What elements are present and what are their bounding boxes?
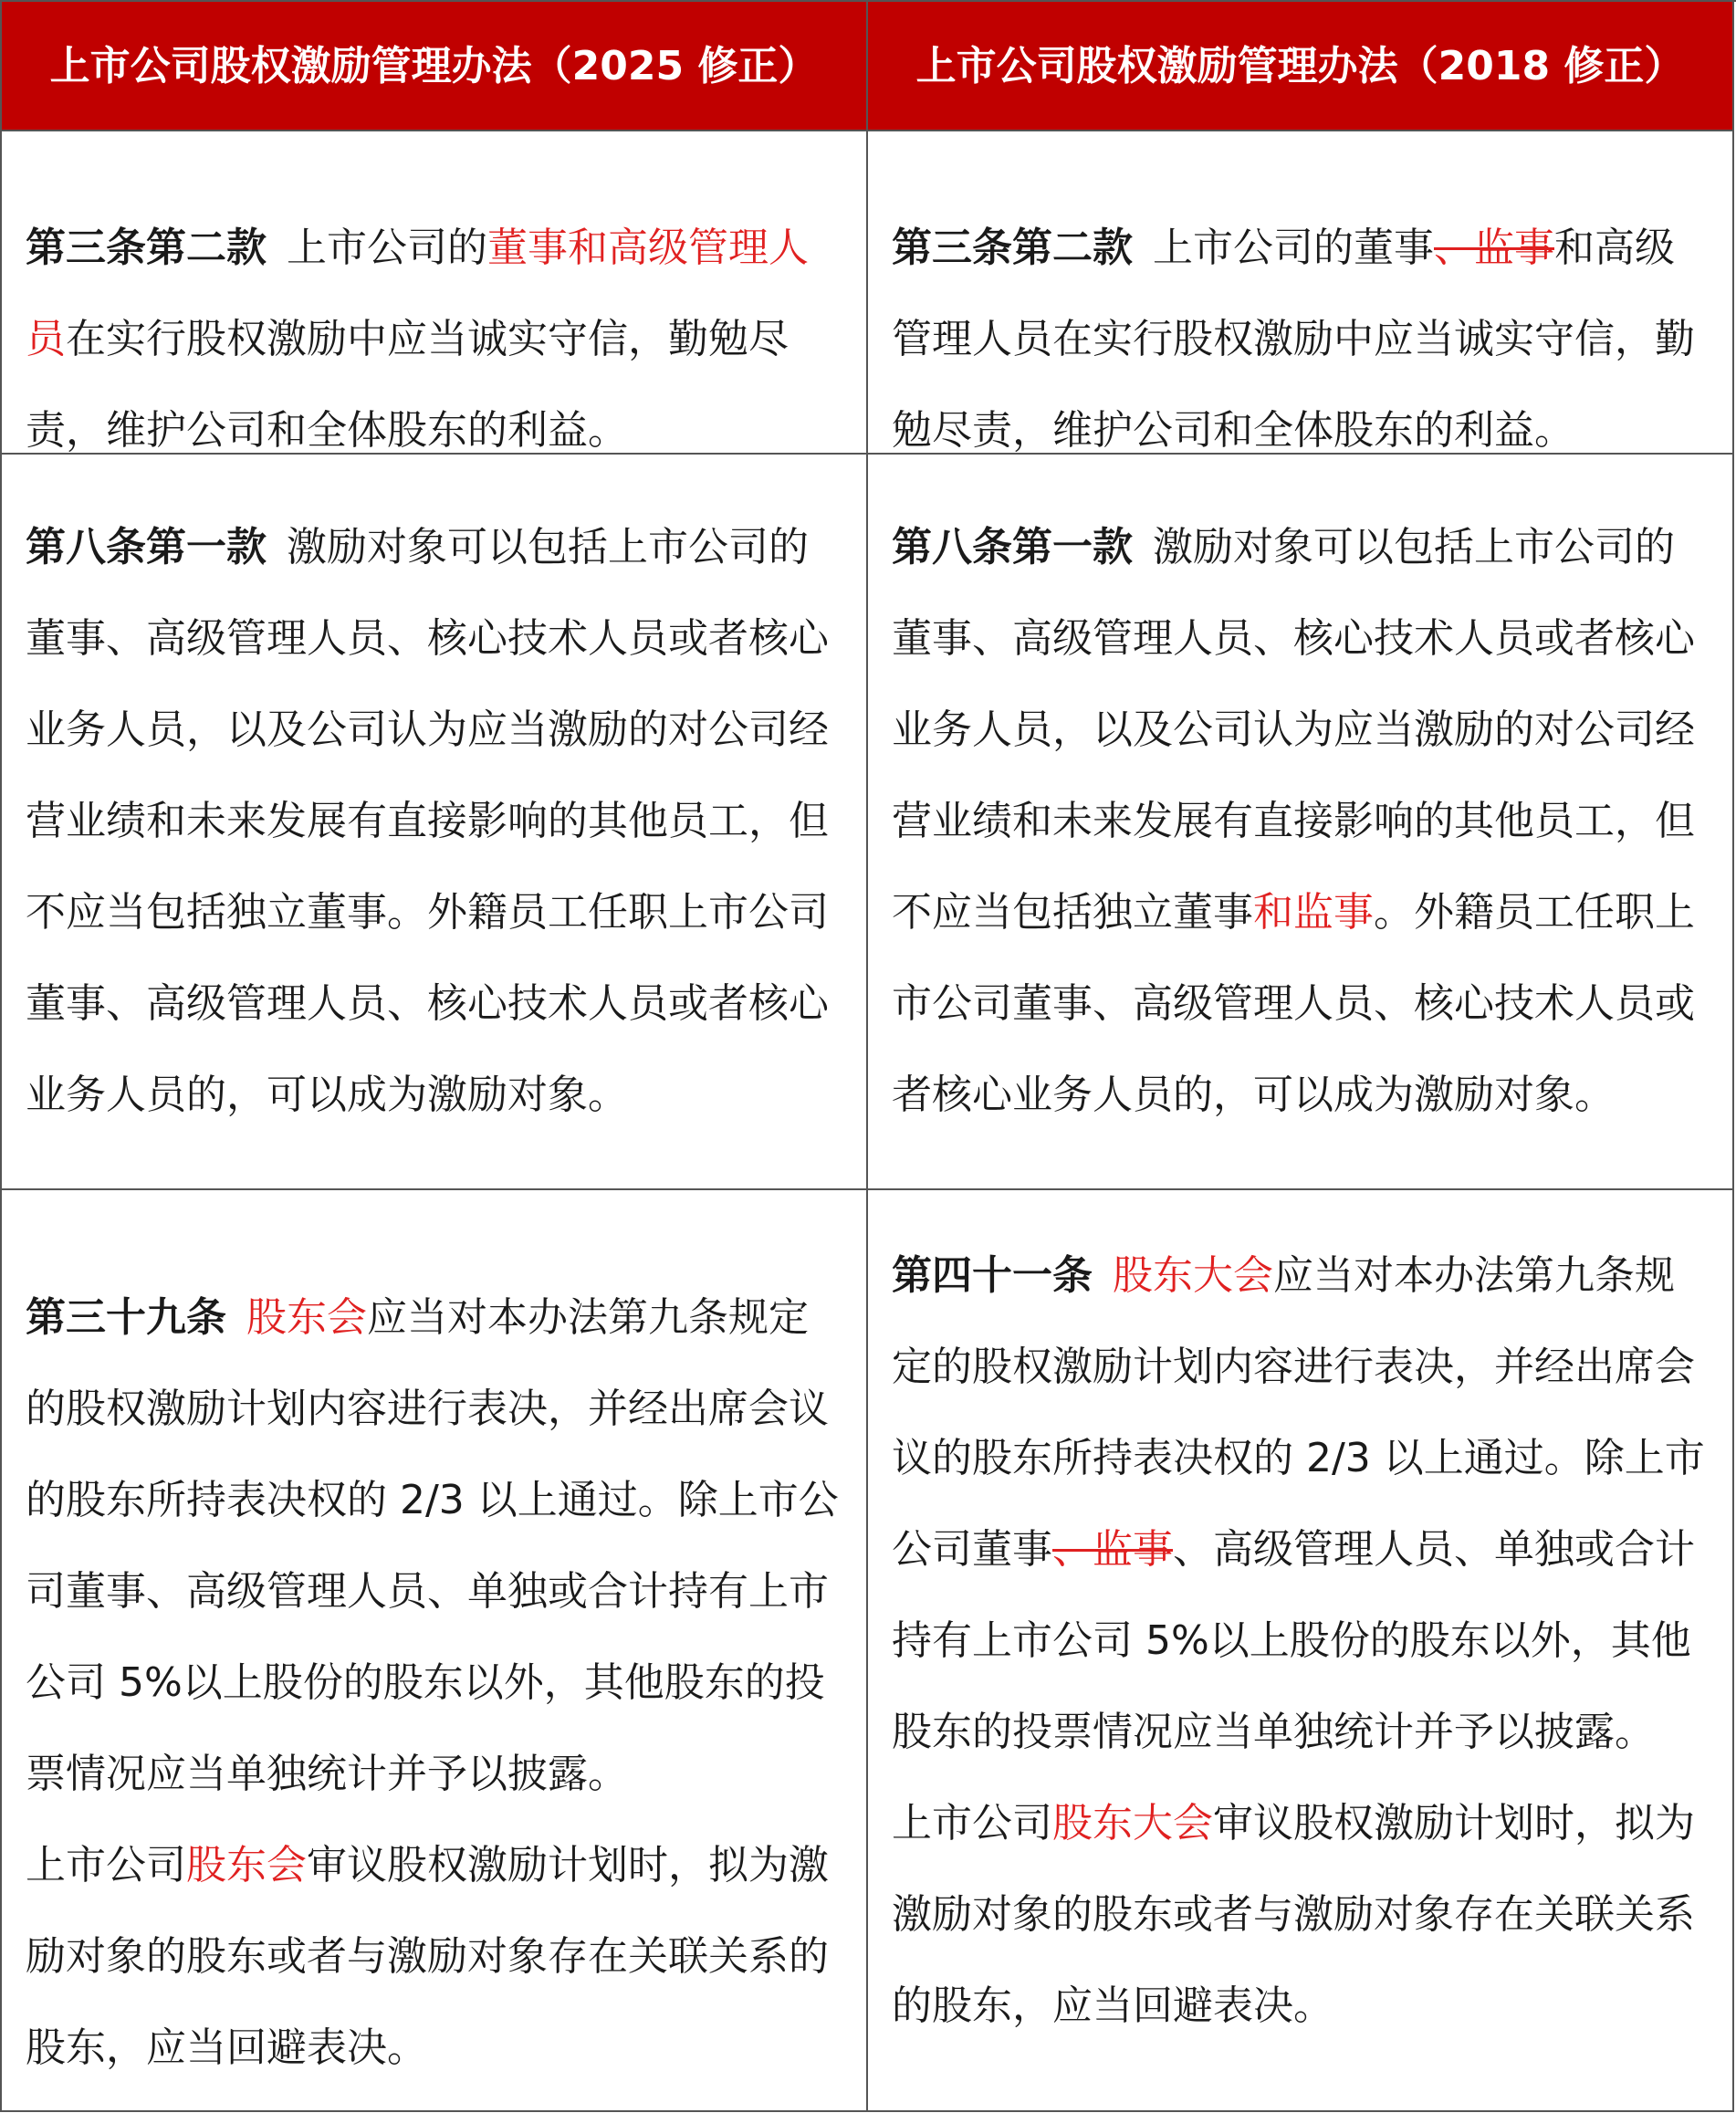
article-label: 第八条第一款	[892, 524, 1133, 570]
changed-text: 董事和高级管理人员	[26, 225, 809, 362]
article-label: 第三条第二款	[892, 225, 1133, 271]
clause-text: 应当对本办法第九条规定的股权激励计划内容进行表决，并经出席会议的股东所持表决权的 2/3 以上通过。除上市公司董事、高级管理人员、单独或合计持有上市公司 5%以上股份的股东以外，其他股东的投票情况应当单独统计并予以披露。	[26, 1294, 839, 1797]
clause-text: 激励对象可以包括上市公司的董事、高级管理人员、核心技术人员或者核心业务人员，以及公司认为应当激励的对公司经营业绩和未来发展有直接影响的其他员工，但不应当包括独立董事	[892, 524, 1695, 936]
article-label: 第八条第一款	[26, 524, 267, 570]
clause-text: 上市公司的董事	[1153, 225, 1434, 271]
deleted-text: 、监事	[1434, 225, 1554, 271]
article-label: 第三条第二款	[26, 225, 267, 271]
changed-text: 和监事	[1253, 889, 1374, 936]
deleted-text: 、监事	[1052, 1526, 1173, 1573]
article-label: 第四十一条	[892, 1252, 1093, 1299]
changed-text: 股东大会	[1113, 1252, 1273, 1299]
row1-2025-cell	[2, 131, 868, 455]
paragraph-2	[26, 1820, 842, 2094]
clause-text: 应当对本办法第九条规定的股权激励计划内容进行表决，并经出席会议的股东所持表决权的 2/3 以上通过。除上市公司董事	[892, 1252, 1705, 1573]
clause-text: 上市公司的	[287, 225, 487, 271]
changed-text: 股东会	[246, 1294, 367, 1341]
clause-text: 激励对象可以包括上市公司的董事、高级管理人员、核心技术人员或者核心业务人员，以及公司认为应当激励的对公司经营业绩和未来发展有直接影响的其他员工，但不应当包括独立董事。外籍员工任职上市公司董事、高级管理人员、核心技术人员或者核心业务人员的，可以成为激励对象。	[26, 524, 829, 1118]
row3-2025-cell	[2, 1190, 868, 2112]
article-label: 第三十九条	[26, 1294, 226, 1341]
header-2025: 上市公司股权激励管理办法（2025 修正）	[2, 2, 868, 131]
row3-2018-cell	[868, 1190, 1734, 2112]
paragraph-2	[892, 1778, 1709, 2052]
row2-2018-cell	[868, 455, 1734, 1190]
changed-text: 股东大会	[1052, 1800, 1213, 1846]
clause-text: 在实行股权激励中应当诚实守信，勤勉尽责，维护公司和全体股东的利益。	[26, 316, 789, 454]
row2-2025-cell	[2, 455, 868, 1190]
clause-text: 和高级管理人员在实行股权激励中应当诚实守信，勤勉尽责，维护公司和全体股东的利益。	[892, 225, 1695, 454]
paragraph-1	[892, 1230, 1709, 1778]
row1-2018-cell	[868, 131, 1734, 455]
clause-text: 审议股权激励计划时，拟为激励对象的股东或者与激励对象存在关联关系的股东，应当回避表决。	[892, 1800, 1695, 2029]
clause-text: 、高级管理人员、单独或合计持有上市公司 5%以上股份的股东以外，其他股东的投票情况应当单独统计并予以披露。	[892, 1526, 1695, 1755]
paragraph-1	[26, 1272, 842, 1820]
changed-text: 股东会	[186, 1842, 307, 1888]
clause-text: 上市公司	[892, 1800, 1052, 1846]
header-2018: 上市公司股权激励管理办法（2018 修正）	[868, 2, 1734, 131]
clause-text: 审议股权激励计划时，拟为激励对象的股东或者与激励对象存在关联关系的股东，应当回避表决。	[26, 1842, 829, 2071]
clause-text: 上市公司	[26, 1842, 186, 1888]
clause-text: 。外籍员工任职上市公司董事、高级管理人员、核心技术人员或者核心业务人员的，可以成为激励对象。	[892, 889, 1695, 1118]
